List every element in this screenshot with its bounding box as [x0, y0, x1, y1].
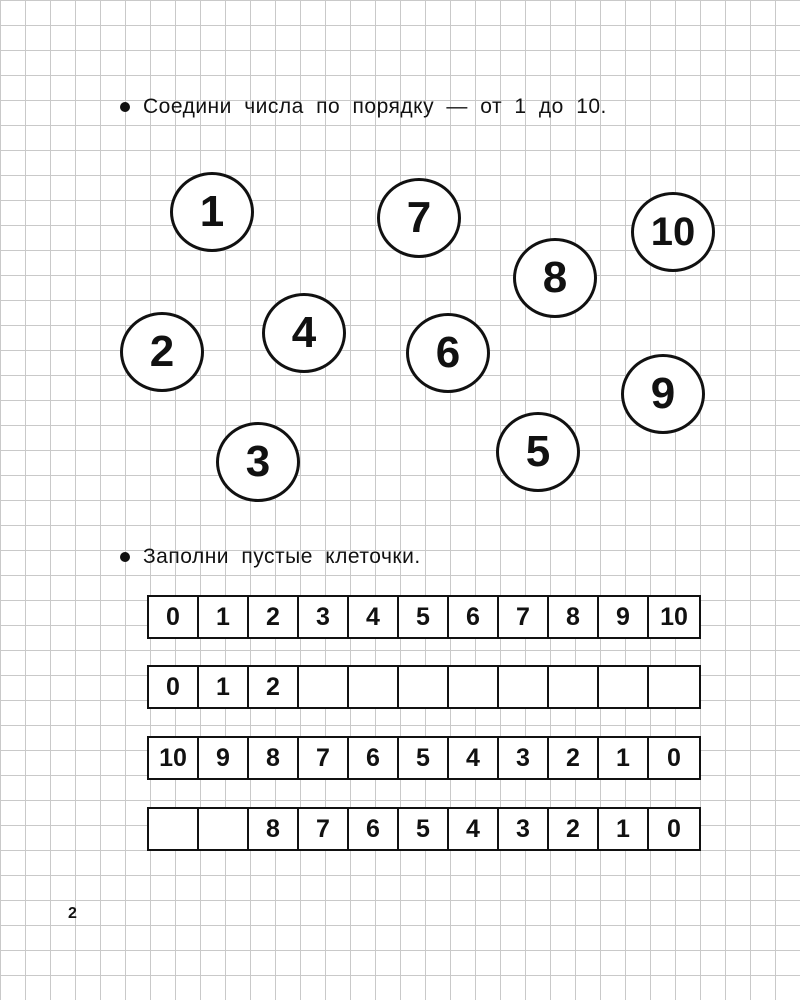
- strip-cell: 1: [199, 597, 249, 637]
- bullet-icon: [120, 552, 130, 562]
- strip-cell: 6: [349, 738, 399, 778]
- strip-cell: 10: [660, 602, 688, 631]
- number-strip: [147, 595, 701, 639]
- task-2-instruction: [120, 545, 421, 569]
- task-1-text: Соедини числа по порядку — от 1 до 10.: [143, 95, 607, 118]
- strip-cell-empty[interactable]: [449, 667, 499, 707]
- number-circle[interactable]: 7: [377, 178, 461, 258]
- task-2-text: Заполни пустые клеточки.: [143, 545, 421, 568]
- strip-cell-empty[interactable]: [499, 667, 549, 707]
- strip-cell: 7: [299, 809, 349, 849]
- strip-cell: 0: [667, 743, 681, 772]
- strip-cell: 2: [549, 738, 599, 778]
- strip-cell: 0: [149, 667, 199, 707]
- number-circle[interactable]: 6: [406, 313, 490, 393]
- number-strip: [147, 665, 701, 709]
- strip-cell: 0: [667, 814, 681, 843]
- strip-cell-empty[interactable]: [299, 667, 349, 707]
- strip-cell: 5: [399, 738, 449, 778]
- strip-cell-empty[interactable]: [649, 667, 699, 707]
- strip-cell: 3: [299, 597, 349, 637]
- strip-cell: 5: [399, 809, 449, 849]
- number-circle[interactable]: 3: [216, 422, 300, 502]
- strip-cell: 7: [499, 597, 549, 637]
- strip-cell: 0: [149, 597, 199, 637]
- strip-cell: 3: [499, 809, 549, 849]
- number-circle[interactable]: 10: [631, 192, 715, 272]
- number-circle[interactable]: 4: [262, 293, 346, 373]
- strip-cell: 1: [599, 809, 649, 849]
- strip-cell: 10: [149, 738, 199, 778]
- strip-cell: 6: [349, 809, 399, 849]
- strip-cell: 1: [599, 738, 649, 778]
- strip-cell-empty[interactable]: [549, 667, 599, 707]
- strip-cell: 7: [299, 738, 349, 778]
- strip-cell: 4: [449, 809, 499, 849]
- strip-cell: 9: [199, 738, 249, 778]
- number-circle[interactable]: 8: [513, 238, 597, 318]
- strip-cell-empty[interactable]: [349, 667, 399, 707]
- strip-cell: 4: [349, 597, 399, 637]
- strip-cell: 2: [549, 809, 599, 849]
- strip-cell-empty[interactable]: [599, 667, 649, 707]
- strip-cell-empty[interactable]: [399, 667, 449, 707]
- number-circle[interactable]: 5: [496, 412, 580, 492]
- strip-cell: 2: [249, 667, 299, 707]
- strip-cell: 8: [549, 597, 599, 637]
- number-circle[interactable]: 2: [120, 312, 204, 392]
- strip-cell: 9: [599, 597, 649, 637]
- strip-cell: 1: [199, 667, 249, 707]
- strip-cell: 6: [449, 597, 499, 637]
- strip-cell: 5: [399, 597, 449, 637]
- number-strip: [147, 807, 701, 851]
- strip-cell: 2: [249, 597, 299, 637]
- number-circle[interactable]: 9: [621, 354, 705, 434]
- strip-cell-empty[interactable]: [199, 809, 249, 849]
- strip-cell: 4: [449, 738, 499, 778]
- number-circle[interactable]: 1: [170, 172, 254, 252]
- page-number: 2: [68, 905, 77, 922]
- strip-cell: 8: [249, 809, 299, 849]
- strip-cell: 8: [249, 738, 299, 778]
- number-strip: [147, 736, 701, 780]
- strip-cell: 3: [499, 738, 549, 778]
- strip-cell-empty[interactable]: [149, 809, 199, 849]
